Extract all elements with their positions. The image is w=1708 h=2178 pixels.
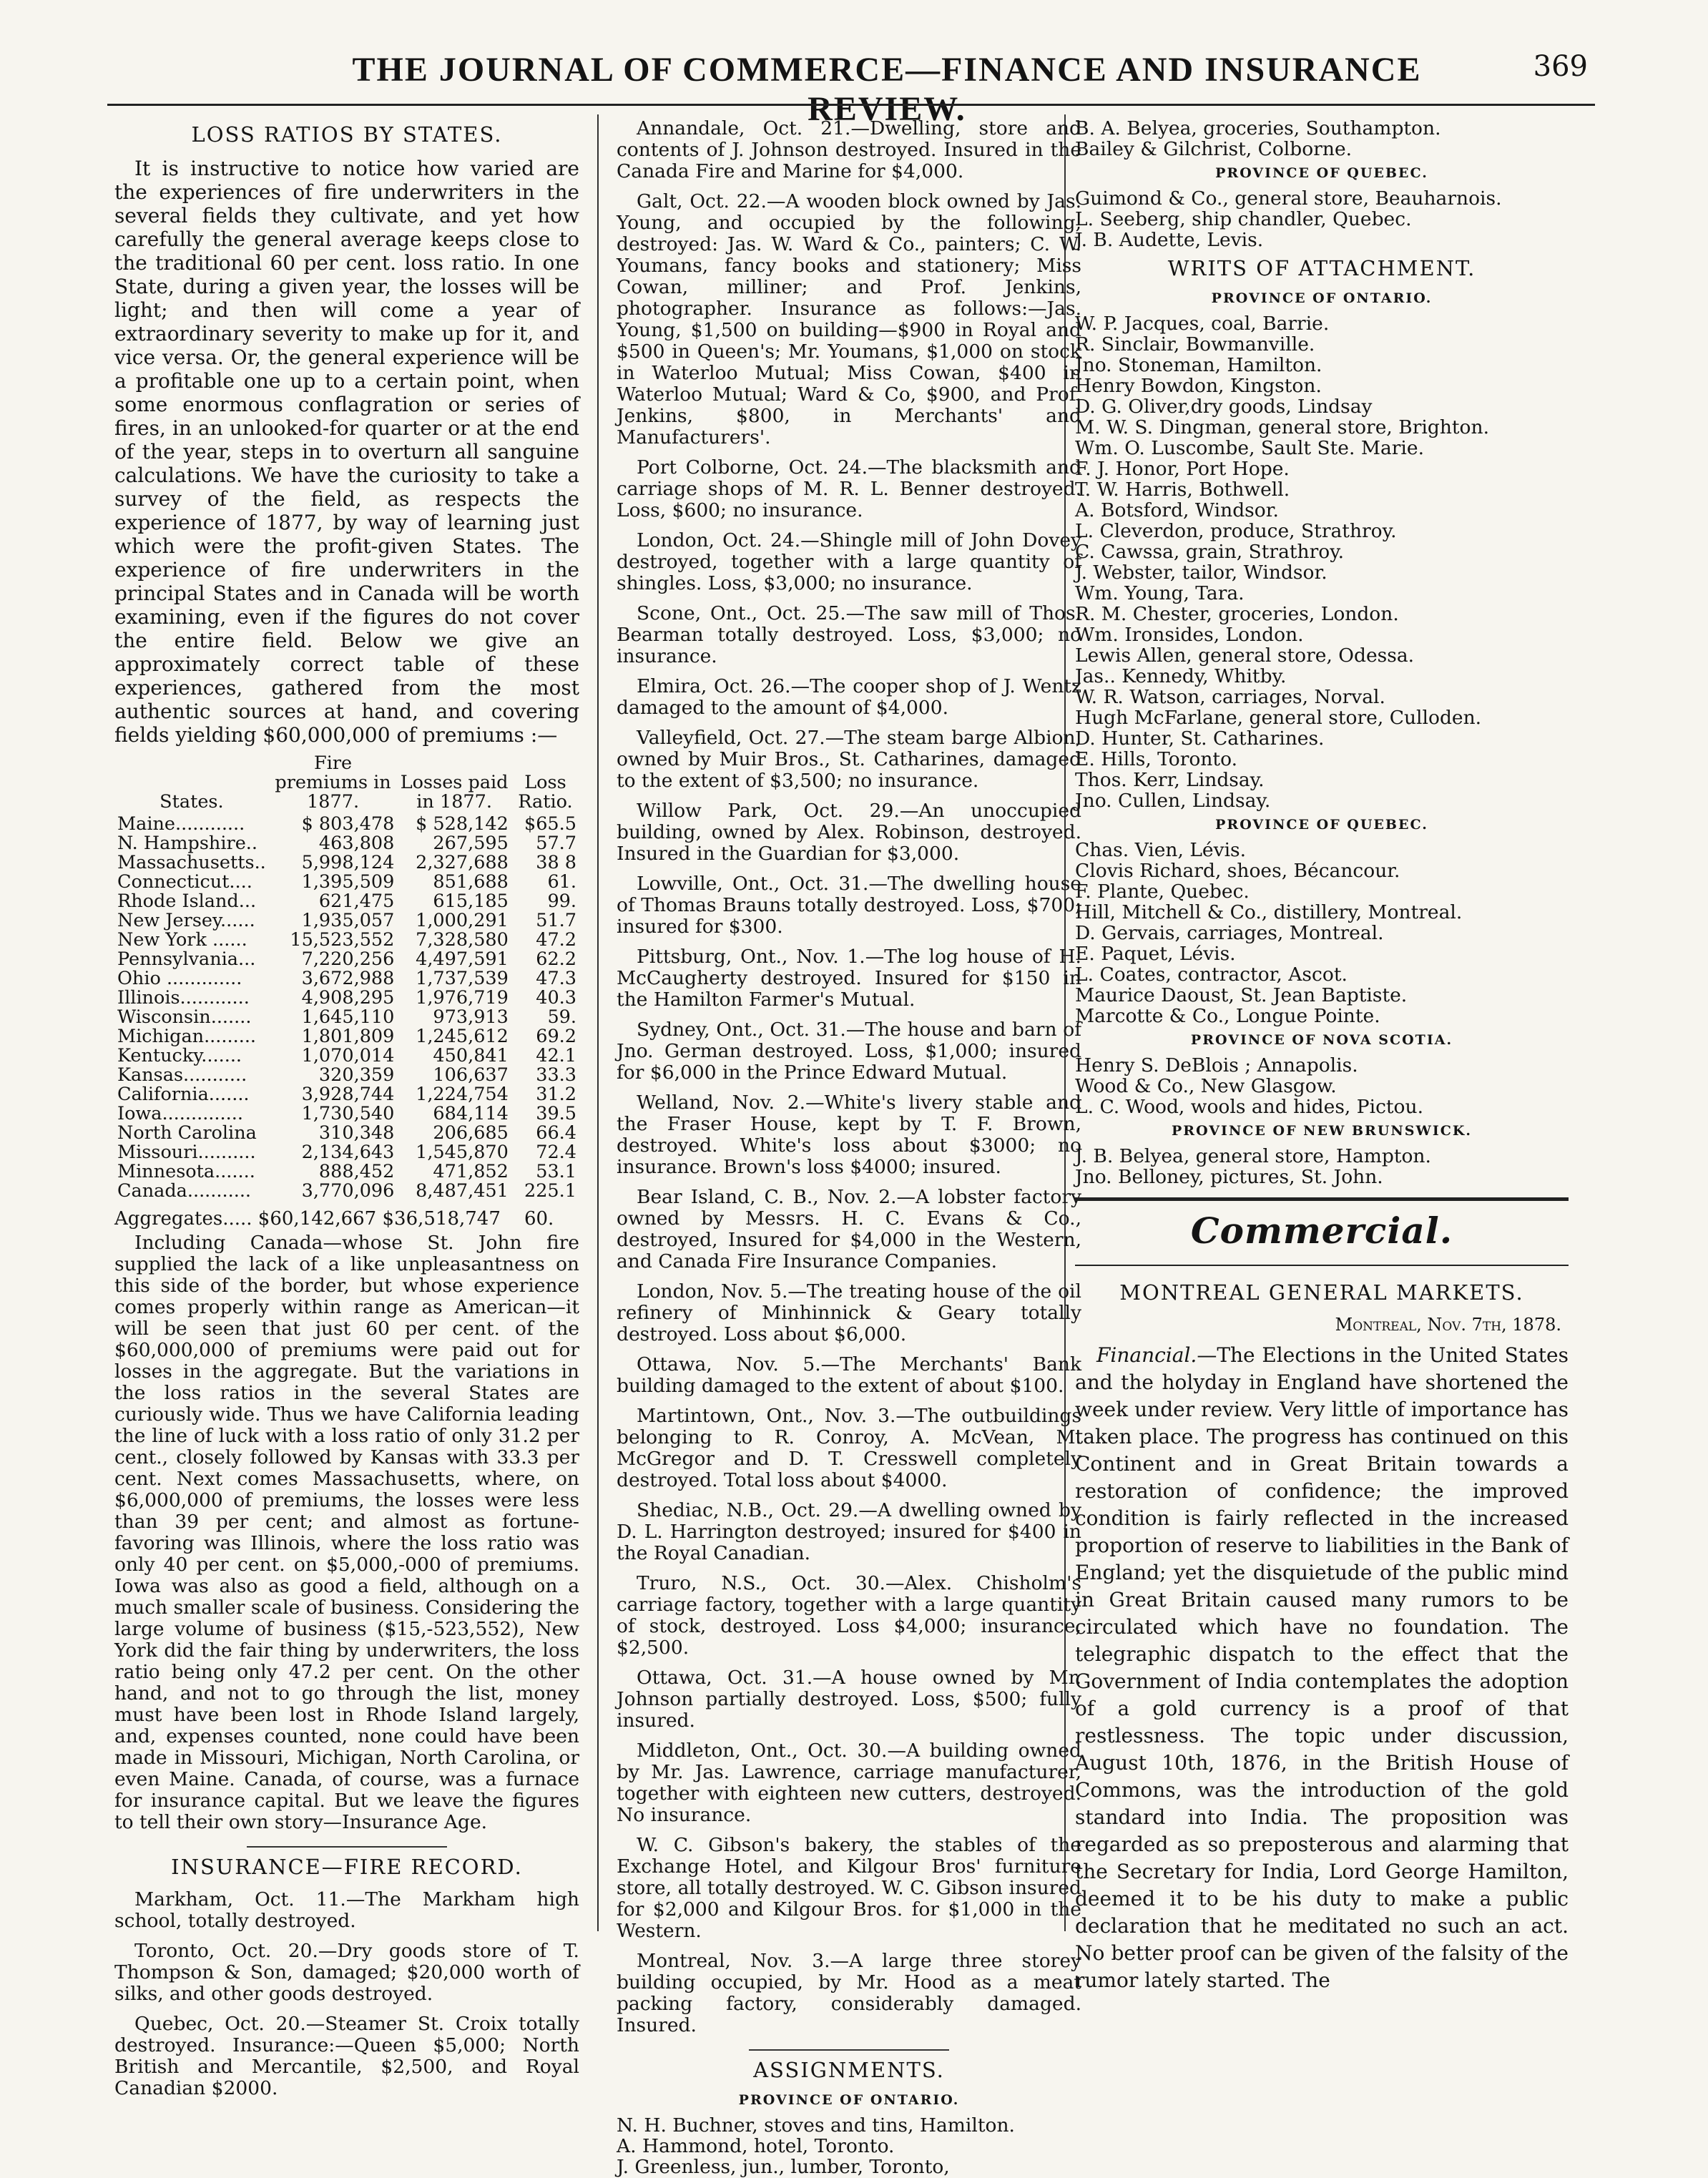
state-cell: Minnesota....... <box>117 1161 255 1182</box>
journal-title: THE JOURNAL OF COMMERCE—FINANCE AND INSURANCE REVIEW. <box>352 51 1422 128</box>
table-row <box>114 950 579 969</box>
table-row <box>114 1104 579 1124</box>
ratio-cell: 38 8 <box>536 852 576 873</box>
writ-item: Wm. Young, Tara. <box>1075 582 1245 604</box>
state-cell: Connecticut.... <box>117 871 252 893</box>
writ-item: Hill, Mitchell & Co., distillery, Montreal. <box>1075 901 1463 923</box>
aggregates-ratio: 60. <box>524 1208 554 1230</box>
writ-item: Jno. Stoneman, Hamilton. <box>1075 354 1322 376</box>
losses-cell: 1,545,870 <box>416 1142 509 1163</box>
premiums-cell: 463,808 <box>318 833 395 854</box>
province-heading: PROVINCE OF ONTARIO. <box>1211 290 1433 306</box>
table-row <box>114 834 579 853</box>
losses-cell: 615,185 <box>433 891 509 912</box>
premiums-cell: 3,672,988 <box>301 968 395 989</box>
writ-item: Jno. Cullen, Lindsay. <box>1075 790 1271 812</box>
table-row <box>114 1182 579 1201</box>
aggregates-premiums: $60,142,667 <box>257 1208 377 1230</box>
header-rule <box>107 104 1595 106</box>
writ-item: C. Cawssa, grain, Strathroy. <box>1075 541 1345 563</box>
fire-record-heading: INSURANCE—FIRE RECORD. <box>171 1855 523 1879</box>
fire-record-entry: Truro, N.S., Oct. 30.—Alex. Chisholm's carriage factory, together with a large quantity of stock, destroyed. Loss $4,000; insurance, $2,500. <box>617 1572 1081 1659</box>
state-cell: N. Hampshire.. <box>117 833 257 854</box>
state-cell: Kansas........... <box>117 1064 247 1086</box>
ratio-cell: 42.1 <box>536 1045 576 1066</box>
writ-item: W. R. Watson, carriages, Norval. <box>1075 686 1385 708</box>
state-cell: Rhode Island... <box>117 891 257 912</box>
state-cell: California....... <box>117 1084 250 1105</box>
commercial-heading: Commercial. <box>1190 1210 1453 1252</box>
financial-label: Financial. <box>1096 1343 1197 1367</box>
state-cell: Wisconsin....... <box>117 1006 252 1028</box>
assignment-item: Guimond & Co., general store, Beauharnois. <box>1075 187 1502 210</box>
writs-heading: WRITS OF ATTACHMENT. <box>1167 256 1476 280</box>
state-cell: Kentucky....... <box>117 1045 242 1066</box>
section-divider <box>247 1846 447 1848</box>
premiums-cell: 2,134,643 <box>301 1142 395 1163</box>
writ-item: Henry S. DeBlois ; Annapolis. <box>1075 1054 1358 1076</box>
ratio-cell: 99. <box>547 891 576 912</box>
premiums-cell: 621,475 <box>318 891 395 912</box>
ratio-cell: 57.7 <box>536 833 576 854</box>
state-cell: Michigan......... <box>117 1026 257 1047</box>
losses-cell: 4,497,591 <box>416 948 509 970</box>
assignment-item: J. B. Audette, Levis. <box>1075 229 1264 251</box>
writ-item: T. W. Harris, Bothwell. <box>1075 479 1290 501</box>
state-cell: Missouri.......... <box>117 1142 256 1163</box>
state-cell: Pennsylvania... <box>117 948 256 970</box>
ratio-cell: $65.5 <box>524 813 576 835</box>
state-cell: Iowa.............. <box>117 1103 243 1124</box>
ratio-cell: 51.7 <box>536 910 576 931</box>
ratio-cell: 39.5 <box>536 1103 576 1124</box>
dateline: Montreal, Nov. 7th, 1878. <box>1335 1315 1561 1335</box>
ratio-cell: 40.3 <box>536 987 576 1009</box>
state-cell: Massachusetts.. <box>117 852 266 873</box>
fire-record-entry: Scone, Ont., Oct. 25.—The saw mill of Thos. Bearman totally destroyed. Loss, $3,000; no insurance. <box>617 602 1081 667</box>
aggregates-label: Aggregates..... <box>114 1208 252 1230</box>
losses-cell: $ 528,142 <box>416 813 509 835</box>
ratio-cell: 62.2 <box>536 948 576 970</box>
writ-item: R. M. Chester, groceries, London. <box>1075 603 1399 625</box>
fire-record-entry: Valleyfield, Oct. 27.—The steam barge Albion, owned by Muir Bros., St. Catharines, damaged to the extent of $3,500; no insurance. <box>617 727 1081 792</box>
writ-item: Thos. Kerr, Lindsay. <box>1075 769 1265 791</box>
markets-heading: MONTREAL GENERAL MARKETS. <box>1119 1280 1524 1305</box>
table-row <box>114 853 579 873</box>
aggregates-losses: $36,518,747 <box>382 1208 501 1230</box>
fire-record-entry: Willow Park, Oct. 29.—An unoccupied building, owned by Alex. Robinson, destroyed. Insured in the Guardian for $3,000. <box>617 800 1081 865</box>
premiums-cell: 1,395,509 <box>301 871 395 893</box>
writ-item: Lewis Allen, general store, Odessa. <box>1075 644 1415 667</box>
assignment-item: L. Seeberg, ship chandler, Quebec. <box>1075 208 1412 230</box>
table-row <box>114 1046 579 1066</box>
writ-item: R. Sinclair, Bowmanville. <box>1075 333 1315 355</box>
table-row <box>114 1027 579 1046</box>
column-2 <box>617 117 1081 2178</box>
state-cell: Illinois............ <box>117 987 250 1009</box>
losses-cell: 1,976,719 <box>416 987 509 1009</box>
writ-item: A. Botsford, Windsor. <box>1075 499 1279 521</box>
losses-cell: 471,852 <box>433 1161 509 1182</box>
table-header: Losses paid in 1877. <box>400 772 509 813</box>
table-row <box>114 1066 579 1085</box>
state-cell: New York ...... <box>117 929 247 951</box>
fire-record-entry: Annandale, Oct. 21.—Dwelling, store and contents of J. Johnson destroyed. Insured in the Canada Fire and Marine for $4,000. <box>617 117 1081 182</box>
column-3 <box>1075 117 1569 1992</box>
page-number: 369 <box>1533 50 1588 83</box>
losses-cell: 7,328,580 <box>416 929 509 951</box>
writ-item: F. J. Honor, Port Hope. <box>1075 458 1290 480</box>
state-cell: Maine............ <box>117 813 245 835</box>
fire-record-entry: Ottawa, Nov. 5.—The Merchants' Bank building damaged to the extent of about $100. <box>617 1353 1081 1397</box>
fire-record-entry: Bear Island, C. B., Nov. 2.—A lobster factory owned by Messrs. H. C. Evans & Co., destroyed, Insured for $4,000 in the Western, and Canada Fire Insurance Companies. <box>617 1186 1081 1272</box>
state-cell: Canada........... <box>117 1180 252 1202</box>
financial-report <box>1075 1342 1569 1994</box>
fire-record-entry: Toronto, Oct. 20.—Dry goods store of T. Thompson & Son, damaged; $20,000 worth of silks, and other goods destroyed. <box>114 1940 579 2005</box>
losses-cell: 1,000,291 <box>416 910 509 931</box>
writ-item: J. B. Belyea, general store, Hampton. <box>1075 1145 1431 1167</box>
fire-record-entry: Shediac, N.B., Oct. 29.—A dwelling owned by D. L. Harrington destroyed; insured for $400 in the Royal Canadian. <box>617 1499 1081 1564</box>
fire-record-entry: Port Colborne, Oct. 24.—The blacksmith and carriage shops of M. R. L. Benner destroyed. Loss, $600; no insurance. <box>617 456 1081 521</box>
assignment-item: A. Hammond, hotel, Toronto. <box>617 2135 895 2157</box>
ratio-cell: 225.1 <box>524 1180 576 1202</box>
table-row <box>114 1143 579 1162</box>
section-rule <box>1075 1265 1569 1266</box>
premiums-cell: 3,928,744 <box>301 1084 395 1105</box>
state-cell: North Carolina <box>117 1122 257 1144</box>
writ-item: M. W. S. Dingman, general store, Brighton. <box>1075 416 1489 438</box>
writ-item: Jno. Belloney, pictures, St. John. <box>1075 1166 1383 1188</box>
losses-cell: 2,327,688 <box>416 852 509 873</box>
writ-item: Henry Bowdon, Kingston. <box>1075 375 1322 397</box>
writ-item: Chas. Vien, Lévis. <box>1075 839 1247 861</box>
premiums-cell: 5,998,124 <box>301 852 395 873</box>
writ-item: Jas.. Kennedy, Whitby. <box>1075 665 1287 687</box>
writ-item: Clovis Richard, shoes, Bécancour. <box>1075 860 1400 882</box>
writ-item: E. Hills, Toronto. <box>1075 748 1237 770</box>
losses-cell: 1,245,612 <box>416 1026 509 1047</box>
column-1 <box>114 118 579 2099</box>
fire-record-entry: Markham, Oct. 11.—The Markham high school, totally destroyed. <box>114 1888 579 1932</box>
writ-item: D. Hunter, St. Catharines. <box>1075 727 1325 750</box>
fire-record-entry: Lowville, Ont., Oct. 31.—The dwelling house of Thomas Brauns totally destroyed. Loss, $700; insured for $300. <box>617 873 1081 938</box>
premiums-cell: 4,908,295 <box>301 987 395 1009</box>
table-row <box>114 1085 579 1104</box>
table-row <box>114 892 579 911</box>
fire-record-entry: London, Oct. 24.—Shingle mill of John Dovey destroyed, together with a large quantity of shingles. Loss, $3,000; no insurance. <box>617 529 1081 594</box>
losses-cell: 267,595 <box>433 833 509 854</box>
aggregates-row <box>114 1208 579 1230</box>
premiums-cell: 15,523,552 <box>290 929 395 951</box>
fire-record-entry: Martintown, Ont., Nov. 3.—The outbuildings belonging to R. Conroy, A. McVean, M. McGregor and D. T. Cresswell completely destroyed. Total loss about $4000. <box>617 1405 1081 1491</box>
table-row <box>114 873 579 892</box>
losses-cell: 1,224,754 <box>416 1084 509 1105</box>
fire-record-entry: W. C. Gibson's bakery, the stables of the Exchange Hotel, and Kilgour Bros' furniture store, all totally destroyed. W. C. Gibson insured for $2,000 and Kilgour Bros. for $1,000 in the Western. <box>617 1834 1081 1942</box>
losses-cell: 206,685 <box>433 1122 509 1144</box>
fire-record-entry: Montreal, Nov. 3.—A large three storey building occupied, by Mr. Hood as a meat packing factory, considerably damaged. Insured. <box>617 1950 1081 2036</box>
fire-record-entry: Middleton, Ont., Oct. 30.—A building owned by Mr. Jas. Lawrence, carriage manufacturer, together with eighteen new cutters, destroyed. No insurance. <box>617 1740 1081 1826</box>
table-header: States. <box>159 791 224 813</box>
writ-item: L. Cleverdon, produce, Strathroy. <box>1075 520 1397 542</box>
loss-ratios-heading: LOSS RATIOS BY STATES. <box>191 122 503 147</box>
ratio-cell: 69.2 <box>536 1026 576 1047</box>
losses-cell: 684,114 <box>433 1103 509 1124</box>
losses-cell: 973,913 <box>433 1006 509 1028</box>
writ-item: F. Plante, Quebec. <box>1075 880 1250 903</box>
fire-record-entry: Welland, Nov. 2.—White's livery stable and the Fraser House, kept by T. F. Brown, destroyed. White's loss about $3000; no insurance. Brown's loss $4000; insured. <box>617 1092 1081 1178</box>
state-cell: Ohio ............. <box>117 968 242 989</box>
premiums-cell: 1,730,540 <box>301 1103 395 1124</box>
loss-ratio-table <box>114 754 579 1201</box>
assignment-item: N. H. Buchner, stoves and tins, Hamilton. <box>617 2114 1015 2137</box>
ratio-cell: 59. <box>547 1006 576 1028</box>
ratio-cell: 47.3 <box>536 968 576 989</box>
losses-cell: 450,841 <box>433 1045 509 1066</box>
province-heading: PROVINCE OF NEW BRUNSWICK. <box>1172 1123 1472 1139</box>
fire-record-entry: Elmira, Oct. 26.—The cooper shop of J. Wentz damaged to the amount of $4,000. <box>617 675 1081 719</box>
writ-item: L. Coates, contractor, Ascot. <box>1075 963 1348 986</box>
ratio-cell: 61. <box>547 871 576 893</box>
table-row <box>114 1162 579 1182</box>
loss-ratios-intro: It is instructive to notice how varied are the experiences of fire underwriters in the several fields they cultivate, and yet how carefully the general average keeps close to the traditional 60 per cent. loss ratio. In one State, during a given year, the losses will be light; and then will come a year of extraordinary severity to make up for it, and vice versa. Or, the general experience will be a profitable one up to a certain point, when some enormous conflagration or series of fires, in an unlooked-for quarter or at the end of the year, steps in to overturn all sanguine calculations. We have the curiosity to take a survey of the field, as respects the experience of 1877, by way of learning just which were the profit-given States. The experience of fire underwriters in the principal States and in Canada will be worth examining, even if the figures do not cover the entire field. Below we give an approximately correct table of these experiences, gathered from the most authentic sources at hand, and covering fields yielding $60,000,000 of premiums :— <box>114 157 579 747</box>
assignments-heading: ASSIGNMENTS. <box>753 2058 945 2082</box>
assignment-item: B. A. Belyea, groceries, Southampton. <box>1075 117 1441 139</box>
table-header: Fire premiums in 1877. <box>275 752 391 813</box>
fire-record-entry: Sydney, Ont., Oct. 31.—The house and barn of Jno. German destroyed. Loss, $1,000; insured for $6,000 in the Prince Edward Mutual. <box>617 1019 1081 1084</box>
losses-cell: 1,737,539 <box>416 968 509 989</box>
premiums-cell: $ 803,478 <box>301 813 395 835</box>
premiums-cell: 320,359 <box>318 1064 395 1086</box>
premiums-cell: 1,935,057 <box>301 910 395 931</box>
province-heading: PROVINCE OF QUEBEC. <box>1215 165 1428 181</box>
table-row <box>114 911 579 931</box>
column-rule <box>597 114 599 1931</box>
state-cell: New Jersey...... <box>117 910 255 931</box>
writ-item: L. C. Wood, wools and hides, Pictou. <box>1075 1096 1424 1118</box>
writ-item: Wood & Co., New Glasgow. <box>1075 1075 1337 1097</box>
writ-item: J. Webster, tailor, Windsor. <box>1075 561 1327 584</box>
premiums-cell: 1,645,110 <box>301 1006 395 1028</box>
premiums-cell: 888,452 <box>318 1161 395 1182</box>
table-row <box>114 931 579 950</box>
writ-item: Wm. Ironsides, London. <box>1075 624 1304 646</box>
writ-item: Hugh McFarlane, general store, Culloden. <box>1075 707 1482 729</box>
ratio-cell: 31.2 <box>536 1084 576 1105</box>
section-rule <box>1075 1197 1569 1201</box>
ratio-cell: 33.3 <box>536 1064 576 1086</box>
table-row <box>114 1124 579 1143</box>
premiums-cell: 310,348 <box>318 1122 395 1144</box>
assignment-item: J. Greenless, jun., lumber, Toronto, <box>617 2156 950 2178</box>
writ-item: D. G. Oliver,dry goods, Lindsay <box>1075 396 1373 418</box>
fire-record-entry: Galt, Oct. 22.—A wooden block owned by Jas. Young, and occupied by the following, destroyed: Jas. W. Ward & Co., painters; C. W. Youmans, fancy books and stationery; Miss Cowan, milliner; and Prof. Jenkins, photographer. Insurance as follows:—Jas. Young, $1,500 on building—$900 in Royal and $500 in Queen's; Mr. Youmans, $1,000 on stock in Waterloo Mutual; Miss Cowan, $400 in Waterloo Mutual; Ward & Co, $900, and Prof. Jenkins, $800, in Merchants' and Manufacturers'. <box>617 190 1081 448</box>
ratio-cell: 53.1 <box>536 1161 576 1182</box>
losses-cell: 851,688 <box>433 871 509 893</box>
table-row <box>114 989 579 1008</box>
ratio-cell: 66.4 <box>536 1122 576 1144</box>
writ-item: Maurice Daoust, St. Jean Baptiste. <box>1075 984 1408 1006</box>
premiums-cell: 7,220,256 <box>301 948 395 970</box>
ratio-cell: 72.4 <box>536 1142 576 1163</box>
province-heading: PROVINCE OF NOVA SCOTIA. <box>1190 1032 1453 1048</box>
fire-record-entry: Quebec, Oct. 20.—Steamer St. Croix totally destroyed. Insurance:—Queen $5,000; North British and Mercantile, $2,500, and Royal Canadian $2000. <box>114 2013 579 2099</box>
table-row <box>114 815 579 834</box>
table-header: Loss Ratio. <box>518 772 573 813</box>
writ-item: Marcotte & Co., Longue Pointe. <box>1075 1005 1380 1027</box>
losses-cell: 106,637 <box>433 1064 509 1086</box>
fire-record-entry: London, Nov. 5.—The treating house of the oil refinery of Minhinnick & Geary totally destroyed. Loss about $6,000. <box>617 1280 1081 1345</box>
ratio-cell: 47.2 <box>536 929 576 951</box>
premiums-cell: 1,801,809 <box>301 1026 395 1047</box>
financial-text: —The Elections in the United States and the holyday in England have shortened the week under review. Very little of importance has taken place. The progress has continued on this Continent and in Great Britain towards a restoration of confidence; the improved condition is fairly reflected in the increased proportion of reserve to liabilities in the Bank of England; yet the disquietude of the public mind in Great Britain caused many rumors to be circulated which have no foundation. The telegraphic dispatch to the effect that the Government of India contemplates the adoption of a gold currency is a proof of that restlessness. The topic under discussion, August 10th, 1876, in the British House of Commons, was the introduction of the gold standard into India. The proposition was regarded as so preposterous and alarming that the Secretary for India, Lord George Hamilton, deemed it to be his duty to make a public declaration that he meditated no such an act. No better proof can be given of the falsity of the rumor lately started. The <box>1075 1343 1569 1992</box>
premiums-cell: 1,070,014 <box>301 1045 395 1066</box>
province-heading: PROVINCE OF QUEBEC. <box>1215 817 1428 833</box>
table-row <box>114 969 579 989</box>
fire-record-entry: Ottawa, Oct. 31.—A house owned by Mr. Johnson partially destroyed. Loss, $500; fully insured. <box>617 1667 1081 1732</box>
section-divider <box>749 2049 949 2051</box>
writ-item: Wm. O. Luscombe, Sault Ste. Marie. <box>1075 437 1424 459</box>
loss-ratios-conclusion: Including Canada—whose St. John fire supplied the lack of a like unpleasantness on this side of the border, but whose experience comes properly within range as American—it will be seen that just 60 per cent. of the $60,000,000 of premiums were paid out for losses in the aggregate. But the variations in the loss ratios in the several States are curiously wide. Thus we have California leading the line of luck with a loss ratio of only 31.2 per cent., closely followed by Kansas with 33.3 per cent. Next comes Massachusetts, where, on $6,000,000 of premiums, the losses were less than 39 per cent; and almost as fortune-favoring was Illinois, where the loss ratio was only 40 per cent. on $5,000,-000 of premiums. Iowa was also as good a field, although on a much smaller scale of business. Considering the large volume of business ($15,-523,552), New York did the fair thing by underwriters, the loss ratio being only 47.2 per cent. On the other hand, and not to go through the list, money must have been lost in Rhode Island largely, and, expenses counted, none could have been made in Missouri, Michigan, North Carolina, or even Maine. Canada, of course, was a furnace for insurance capital. But we leave the figures to tell their own story—Insurance Age. <box>114 1232 579 1833</box>
writ-item: D. Gervais, carriages, Montreal. <box>1075 922 1384 944</box>
losses-cell: 8,487,451 <box>416 1180 509 1202</box>
fire-record-entry: Pittsburg, Ont., Nov. 1.—The log house of H. McCaugherty destroyed. Insured for $150 in the Hamilton Farmer's Mutual. <box>617 946 1081 1011</box>
province-heading: PROVINCE OF ONTARIO. <box>738 2092 960 2108</box>
writ-item: W. P. Jacques, coal, Barrie. <box>1075 313 1330 335</box>
table-row <box>114 1008 579 1027</box>
premiums-cell: 3,770,096 <box>301 1180 395 1202</box>
writ-item: E. Paquet, Lévis. <box>1075 943 1236 965</box>
assignment-item: Bailey & Gilchrist, Colborne. <box>1075 138 1353 160</box>
